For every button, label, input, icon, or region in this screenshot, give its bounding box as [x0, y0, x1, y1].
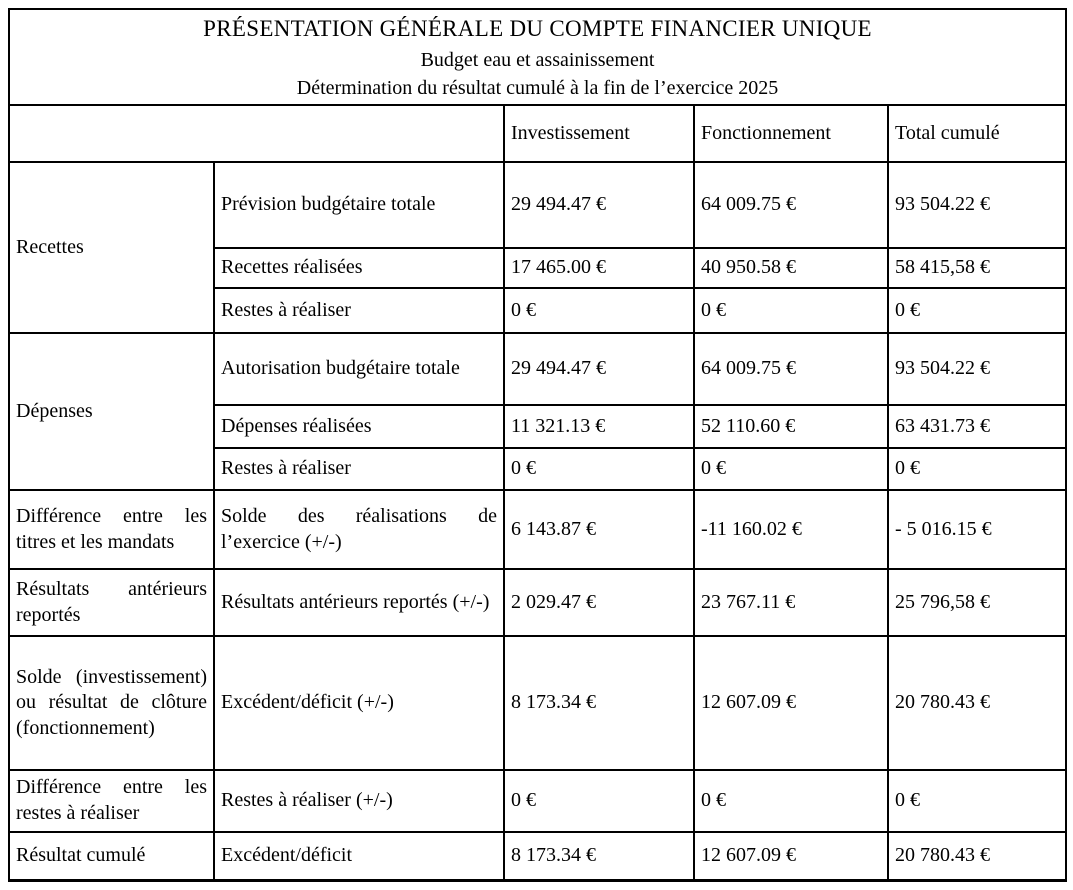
row-label-excedent-deficit: Excédent/déficit (+/-): [214, 636, 504, 770]
cell-depenses-realisees-investissement: 11 321.13 €: [504, 405, 694, 448]
cell-difference-restes-investissement: 0 €: [504, 770, 694, 832]
cell-depenses-realisees-total: 63 431.73 €: [888, 405, 1066, 448]
column-header-total-cumule: Total cumulé: [888, 105, 1066, 162]
cell-excedent-total: 20 780.43 €: [888, 636, 1066, 770]
row-category-difference-restes: Différence entre les restes à réaliser: [9, 770, 214, 832]
cell-excedent-investissement: 8 173.34 €: [504, 636, 694, 770]
row-label-solde-realisations: Solde des réalisations de l’exercice (+/-): [214, 490, 504, 569]
cell-autorisation-fonctionnement: 64 009.75 €: [694, 333, 888, 405]
cell-prevision-total: 93 504.22 €: [888, 162, 1066, 248]
cell-resultats-anterieurs-fonctionnement: 23 767.11 €: [694, 569, 888, 636]
cell-prevision-investissement: 29 494.47 €: [504, 162, 694, 248]
cell-prevision-fonctionnement: 64 009.75 €: [694, 162, 888, 248]
cell-depenses-realisees-fonctionnement: 52 110.60 €: [694, 405, 888, 448]
cell-recettes-realisees-investissement: 17 465.00 €: [504, 248, 694, 288]
page-subtitle-exercice: Détermination du résultat cumulé à la fin de l’exercice 2025: [296, 77, 779, 99]
row-label-resultats-anterieurs: Résultats antérieurs reportés (+/-): [214, 569, 504, 636]
cell-recettes-realisees-fonctionnement: 40 950.58 €: [694, 248, 888, 288]
cell-autorisation-total: 93 504.22 €: [888, 333, 1066, 405]
cell-resultats-anterieurs-investissement: 2 029.47 €: [504, 569, 694, 636]
row-label-prevision-budgetaire: Prévision budgétaire totale: [214, 162, 504, 248]
cell-excedent-fonctionnement: 12 607.09 €: [694, 636, 888, 770]
cell-resultat-cumule-investissement: 8 173.34 €: [504, 832, 694, 880]
row-label-depenses-realisees: Dépenses réalisées: [214, 405, 504, 448]
cell-solde-realisations-fonctionnement: -11 160.02 €: [694, 490, 888, 569]
table-title-block: [9, 9, 1066, 105]
cell-difference-restes-fonctionnement: 0 €: [694, 770, 888, 832]
page-subtitle-budget: Budget eau et assainissement: [420, 49, 655, 71]
column-header-investissement: Investissement: [504, 105, 694, 162]
cell-solde-realisations-total: - 5 016.15 €: [888, 490, 1066, 569]
row-category-recettes: Recettes: [9, 162, 214, 333]
row-label-restes-a-realiser: Restes à réaliser (+/-): [214, 770, 504, 832]
column-header-fonctionnement: Fonctionnement: [694, 105, 888, 162]
row-label-depenses-restes: Restes à réaliser: [214, 448, 504, 490]
row-label-excedent-deficit-final: Excédent/déficit: [214, 832, 504, 880]
cell-solde-realisations-investissement: 6 143.87 €: [504, 490, 694, 569]
cell-resultat-cumule-total: 20 780.43 €: [888, 832, 1066, 880]
row-category-resultat-cumule: Résultat cumulé: [9, 832, 214, 880]
compte-financier-table: [8, 8, 1067, 882]
cell-autorisation-investissement: 29 494.47 €: [504, 333, 694, 405]
row-label-recettes-restes: Restes à réaliser: [214, 288, 504, 333]
cell-depenses-restes-fonctionnement: 0 €: [694, 448, 888, 490]
row-category-difference-titres-mandats: Différence entre les titres et les mandats: [9, 490, 214, 569]
column-header-empty: [9, 105, 504, 162]
cell-resultats-anterieurs-total: 25 796,58 €: [888, 569, 1066, 636]
cell-recettes-realisees-total: 58 415,58 €: [888, 248, 1066, 288]
page-title: PRÉSENTATION GÉNÉRALE DU COMPTE FINANCIER UNIQUE: [203, 16, 872, 41]
cell-difference-restes-total: 0 €: [888, 770, 1066, 832]
row-label-autorisation-budgetaire: Autorisation budgétaire totale: [214, 333, 504, 405]
cell-recettes-restes-investissement: 0 €: [504, 288, 694, 333]
cell-recettes-restes-fonctionnement: 0 €: [694, 288, 888, 333]
row-category-depenses: Dépenses: [9, 333, 214, 490]
row-label-recettes-realisees: Recettes réalisées: [214, 248, 504, 288]
row-category-solde-cloture: Solde (investissement) ou résultat de clôture (fonctionnement): [9, 636, 214, 770]
cell-resultat-cumule-fonctionnement: 12 607.09 €: [694, 832, 888, 880]
row-category-resultats-anterieurs: Résultats antérieurs reportés: [9, 569, 214, 636]
cell-recettes-restes-total: 0 €: [888, 288, 1066, 333]
cell-depenses-restes-investissement: 0 €: [504, 448, 694, 490]
cell-depenses-restes-total: 0 €: [888, 448, 1066, 490]
